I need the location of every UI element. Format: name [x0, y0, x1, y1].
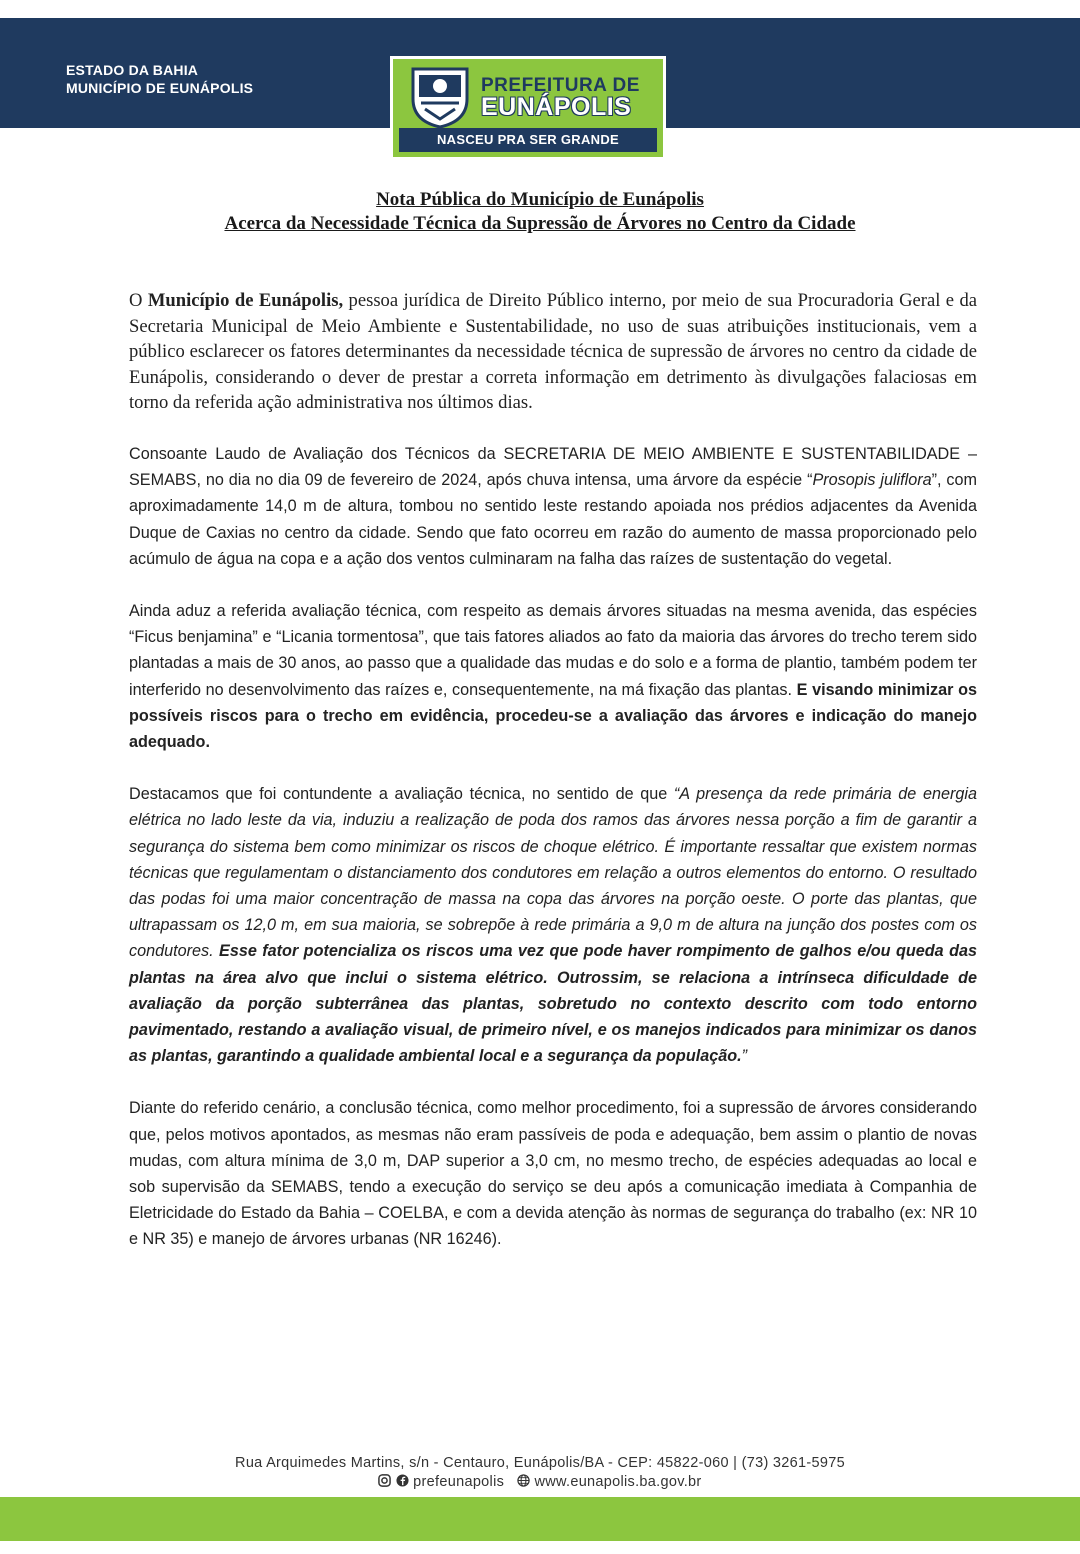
municipality-label: MUNICÍPIO DE EUNÁPOLIS: [66, 80, 254, 96]
citacao-quote: “A presença da rede primária de energia elétrica no lado leste da via, induziu a realização de poda dos ramos das árvores nessa porção a fim de garantir a segurança do sistema bem como minimizar os riscos de choque elétrico. É importante ressaltar que existem normas técnicas que regulamentam o distanciamento dos condutores em relação a outros elementos do entorno. O resultado das podas foi uma maior concentração de massa na copa das árvores na porção oeste. O porte das plantas, que ultrapassam os 12,0 m, em sua maioria, se sobrepõe à rede primária a 9,0 m de altura na junção dos postes com os condutores.: [129, 785, 977, 961]
website-link[interactable]: www.eunapolis.ba.gov.br: [534, 1474, 702, 1490]
citacao-quote-end: ”: [741, 1047, 747, 1066]
municipal-crest-icon: [407, 65, 473, 129]
paragraph-introduction: [129, 288, 977, 416]
logo-text-prefeitura: PREFEITURA DE: [481, 75, 640, 96]
species-name: Prosopis juliflora: [812, 471, 932, 490]
intro-text: pessoa jurídica de Direito Público interno, por meio de sua Procuradoria Geral e da Secretaria Municipal de Meio Ambiente e Sustentabilidade, no uso de suas atribuições institucionais, vem a público esclarecer os fatores determinantes da necessidade técnica de supressão de árvores no centro da cidade de Eunápolis, considerando o dever de prestar a correta informação em detrimento às divulgações falaciosas em torno da referida ação administrativa nos últimos dias.: [129, 290, 978, 414]
paragraph-avaliacao: [129, 598, 977, 755]
paragraph-laudo: [129, 441, 977, 572]
intro-lead: O: [129, 290, 148, 311]
entity-name: Município de Eunápolis,: [147, 290, 344, 311]
document-body: [129, 288, 977, 1253]
state-label: ESTADO DA BAHIA: [66, 62, 199, 78]
laudo-text-a: Consoante Laudo de Avaliação dos Técnicos da SECRETARIA DE MEIO AMBIENTE E SUSTENTABILIDADE – SEMABS, no dia no dia 09 de fevereiro de 2024, após chuva intensa, uma árvore da espécie “: [129, 444, 977, 490]
conclusao-text: Diante do referido cenário, a conclusão técnica, como melhor procedimento, foi a supressão de árvores considerando que, pelos motivos apontados, as mesmas não eram passíveis de poda e adequação, bem assim o plantio de novas mudas, com altura mínima de 3,0 m, DAP superior a 3,0 cm, no mesmo trecho, de espécies adequadas ao local e sob supervisão da SEMABS, tendo a execução do serviço se deu após a comunicação imediata à Companhia de Eletricidade do Estado da Bahia – COELBA, e com a devida atenção às normas de segurança do trabalho (ex: NR 10 e NR 35) e manejo de árvores urbanas (NR 16246).: [129, 1099, 977, 1249]
social-handle: prefeunapolis: [413, 1474, 505, 1490]
slogan-banner: NASCEU PRA SER GRANDE: [399, 128, 657, 152]
title-line-2: Acerca da Necessidade Técnica da Supressão de Árvores no Centro da Cidade: [224, 213, 856, 234]
prefeitura-logo: [390, 56, 666, 160]
logo-text-eunapolis: EUNÁPOLIS: [481, 93, 632, 121]
document-title: [0, 188, 1080, 236]
avaliacao-text: Ainda aduz a referida avaliação técnica, com respeito as demais árvores situadas na mesma avenida, das espécies “Ficus benjamina” e “Licania tormentosa”, que tais fatores aliados ao fato da maioria das árvores do trecho terem sido plantadas a mais de 30 anos, ao passo que a qualidade das mudas e do solo e a forma de plantio, também podem ter interferido no desenvolvimento das raízes e, consequentemente, na má fixação das plantas.: [129, 601, 977, 699]
paragraph-conclusao: [129, 1095, 977, 1252]
paragraph-citacao: [129, 781, 977, 1069]
citacao-intro: Destacamos que foi contundente a avaliação técnica, no sentido de que: [129, 785, 674, 804]
footer-address: Rua Arquimedes Martins, s/n - Centauro, Eunápolis/BA - CEP: 45822-060 | (73) 3261-5975: [235, 1455, 845, 1471]
footer-social-line: [0, 1474, 1080, 1490]
laudo-text-b: ”, com aproximadamente 14,0 m de altura, tombou no sentido leste restando apoiada nos prédios adjacentes da Avenida Duque de Caxias no centro da cidade. Sendo que fato ocorreu em razão do aumento de massa proporcionado pelo acúmulo de água na copa e a ação dos ventos culminaram na falha das raízes de sustentação do vegetal.: [129, 471, 978, 568]
instagram-icon: [378, 1474, 391, 1487]
facebook-icon: [396, 1474, 409, 1487]
avaliacao-bold-text: E visando minimizar os possíveis riscos para o trecho em evidência, procedeu-se a avaliação das árvores e indicação do manejo adequado.: [129, 680, 977, 751]
citacao-quote-bold: Esse fator potencializa os riscos uma vez que pode haver rompimento de galhos e/ou queda das plantas na área alvo que inclui o sistema elétrico. Outrossim, se relaciona a intrínseca dificuldade de avaliação da porção subterrânea das plantas, sobretudo no contexto descrito com todo entorno pavimentado, restando a avaliação visual, de primeiro nível, e os manejos indicados para minimizar os danos as plantas, garantindo a qualidade ambiental local e a segurança da população.: [129, 942, 978, 1066]
globe-icon: [517, 1474, 530, 1487]
footer-band: [0, 1497, 1080, 1541]
title-line-1: Nota Pública do Município de Eunápolis: [376, 189, 704, 210]
